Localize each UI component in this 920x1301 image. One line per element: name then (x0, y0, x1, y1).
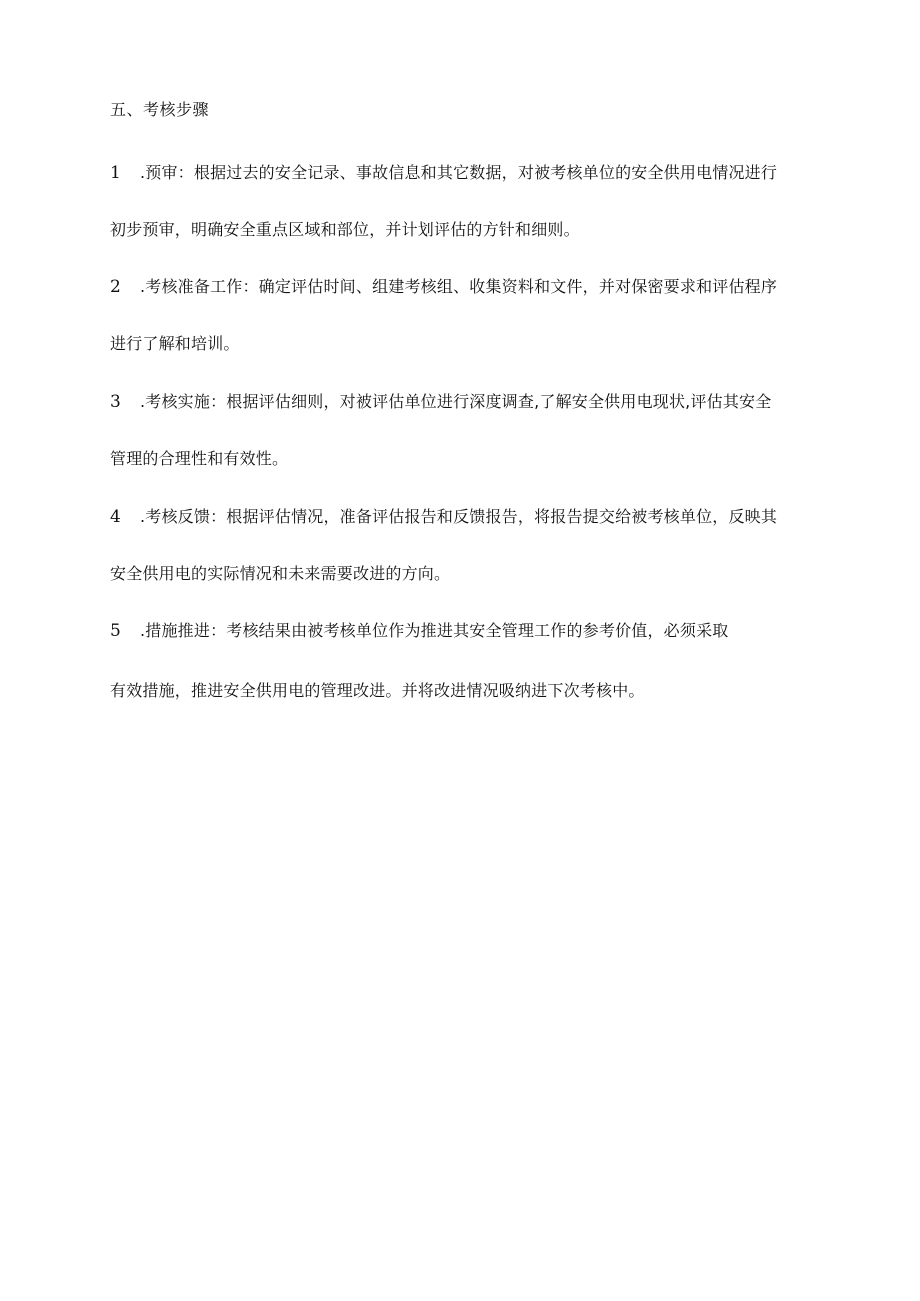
step-4-line2: 安全供用电的实际情况和未来需要改进的方向。 (110, 564, 451, 583)
step-2-first-line (110, 275, 810, 299)
step-5-first-line (110, 619, 810, 643)
step-3-line2: 管理的合理性和有效性。 (110, 449, 289, 468)
step-4-number: 4 (110, 507, 122, 527)
step-1-line1: .预审：根据过去的安全记录、事故信息和其它数据，对被考核单位的安全供用电情况进行 (140, 163, 778, 182)
step-3-line1: .考核实施：根据评估细则，对被评估单位进行深度调查,了解安全供用电现状,评估其安全 (140, 392, 772, 411)
step-5-line1: .措施推进：考核结果由被考核单位作为推进其安全管理工作的参考价值，必须采取 (140, 621, 729, 640)
step-3-number: 3 (110, 392, 122, 412)
step-2-line2: 进行了解和培训。 (110, 334, 240, 353)
step-item-4 (110, 505, 810, 586)
step-4-line1: .考核反馈：根据评估情况，准备评估报告和反馈报告，将报告提交给被考核单位，反映其 (140, 507, 778, 526)
step-2-number: 2 (110, 277, 122, 297)
step-4-first-line (110, 505, 810, 529)
section-heading: 五、考核步骤 (110, 100, 210, 119)
step-item-2 (110, 275, 810, 356)
step-2-line1: .考核准备工作：确定评估时间、组建考核组、收集资料和文件，并对保密要求和评估程序 (140, 277, 778, 296)
step-item-3 (110, 390, 810, 471)
step-5-line2: 有效措施，推进安全供用电的管理改进。并将改进情况吸纳进下次考核中。 (110, 681, 645, 700)
step-item-5 (110, 619, 810, 703)
step-3-first-line (110, 390, 810, 414)
step-1-line2: 初步预审，明确安全重点区域和部位，并计划评估的方针和细则。 (110, 220, 580, 239)
step-1-number: 1 (110, 163, 122, 183)
step-item-1 (110, 161, 810, 242)
step-1-first-line (110, 161, 810, 185)
step-5-number: 5 (110, 621, 122, 641)
